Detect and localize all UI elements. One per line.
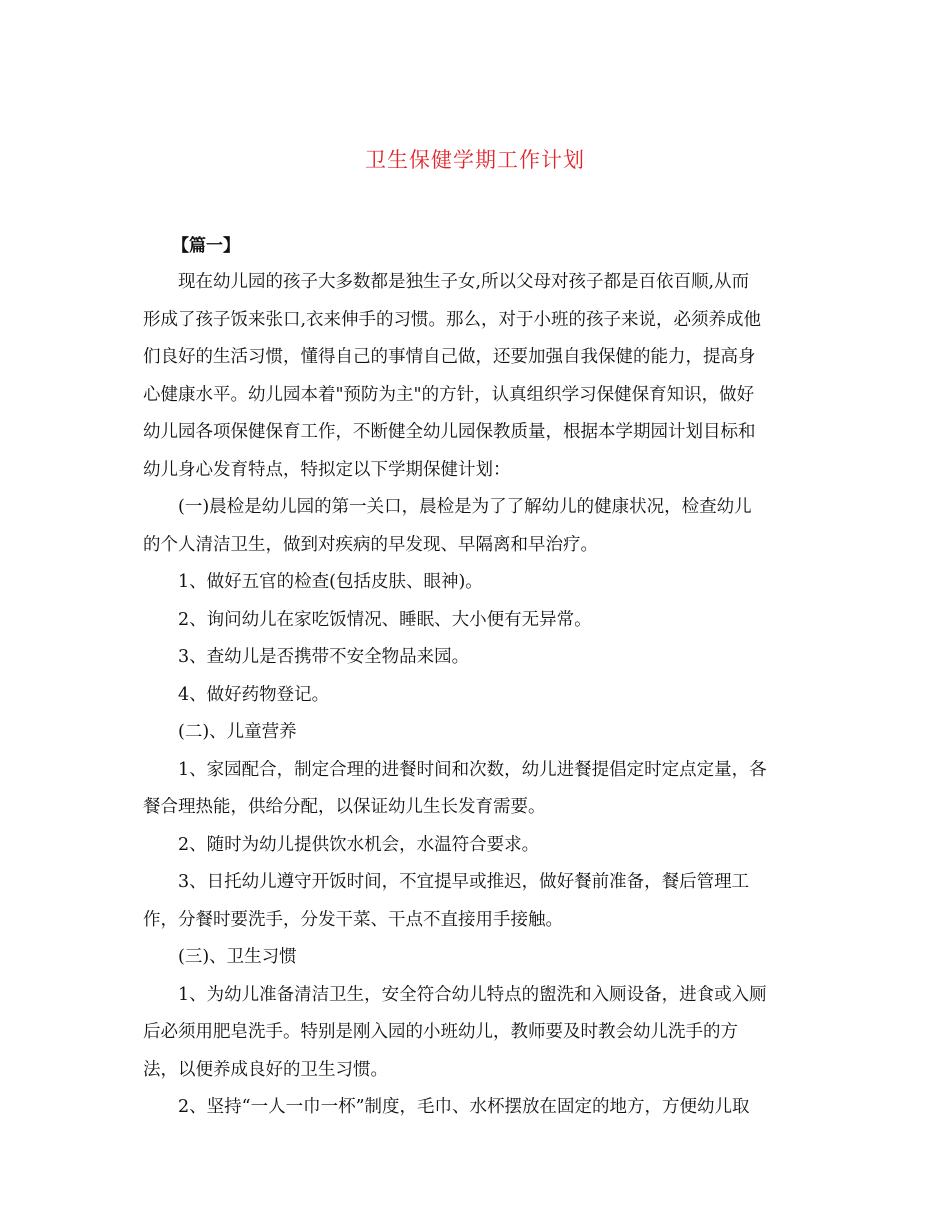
paragraph-line: 后必须用肥皂洗手。特别是刚入园的小班幼儿，教师要及时教会幼儿洗手的方 bbox=[143, 1022, 738, 1042]
paragraph bbox=[143, 677, 808, 715]
paragraph-line: 的个人清洁卫生，做到对疾病的早发现、早隔离和早治疗。 bbox=[143, 534, 598, 555]
paragraph-line: 1、做好五官的检查(包括皮肤、眼神)。 bbox=[178, 572, 483, 592]
paragraph bbox=[143, 939, 808, 977]
paragraph bbox=[143, 714, 808, 752]
paragraph bbox=[143, 602, 808, 640]
paragraph-line: 2、询问幼儿在家吃饭情况、睡眠、大小便有无异常。 bbox=[178, 609, 592, 630]
paragraph-line: 1、家园配合，制定合理的进餐时间和次数，幼儿进餐提倡定时定点定量，各 bbox=[178, 759, 767, 780]
paragraph-line: 法，以便养成良好的卫生习惯。 bbox=[143, 1059, 388, 1080]
document-title: 卫生保健学期工作计划 bbox=[365, 148, 585, 172]
paragraph bbox=[143, 977, 808, 1090]
section-label: 【篇一】 bbox=[172, 236, 240, 256]
paragraph-line: 2、坚持“一人一巾一杯”制度，毛巾、水杯摆放在固定的地方，方便幼儿取 bbox=[178, 1097, 750, 1117]
paragraph bbox=[143, 564, 808, 602]
paragraph-line: 们良好的生活习惯，懂得自己的事情自己做，还要加强自我保健的能力，提高身 bbox=[143, 347, 756, 367]
paragraph-line: 形成了孩子饭来张口,衣来伸手的习惯。那么，对于小班的孩子来说，必须养成他 bbox=[143, 309, 762, 330]
paragraph-line: 3、查幼儿是否携带不安全物品来园。 bbox=[178, 647, 470, 667]
paragraph-line: 作，分餐时要洗手，分发干菜、干点不直接用手接触。 bbox=[143, 909, 563, 930]
paragraph-line: (一)晨检是幼儿园的第一关口，晨检是为了了解幼儿的健康状况，检查幼儿 bbox=[178, 497, 752, 517]
paragraph bbox=[143, 827, 808, 865]
paragraph-line: 3、日托幼儿遵守开饭时间，不宜提早或推迟，做好餐前准备，餐后管理工 bbox=[178, 872, 750, 892]
paragraph bbox=[143, 752, 808, 827]
document-body bbox=[143, 264, 808, 1127]
paragraph bbox=[143, 639, 808, 677]
paragraph-line: 幼儿园各项保健保育工作，不断健全幼儿园保教质量，根据本学期园计划目标和 bbox=[143, 422, 756, 442]
paragraph-line: 1、为幼儿准备清洁卫生，安全符合幼儿特点的盥洗和入厕设备，进食或入厕 bbox=[178, 984, 767, 1005]
paragraph-line: 2、随时为幼儿提供饮水机会，水温符合要求。 bbox=[178, 834, 540, 855]
paragraph-line: 现在幼儿园的孩子大多数都是独生子女,所以父母对孩子都是百依百顺,从而 bbox=[178, 272, 750, 292]
paragraph bbox=[143, 864, 808, 939]
paragraph bbox=[143, 264, 808, 489]
paragraph-line: 心健康水平。幼儿园本着"预防为主"的方针，认真组织学习保健保育知识，做好 bbox=[143, 384, 755, 405]
paragraph-line: 4、做好药物登记。 bbox=[178, 684, 330, 705]
paragraph-line: 餐合理热能，供给分配，以保证幼儿生长发育需要。 bbox=[143, 797, 546, 817]
paragraph-line: (三)、卫生习惯 bbox=[178, 947, 297, 967]
paragraph bbox=[143, 1089, 808, 1127]
paragraph-line: (二)、儿童营养 bbox=[178, 722, 297, 742]
paragraph-line: 幼儿身心发育特点，特拟定以下学期保健计划： bbox=[143, 459, 511, 480]
paragraph bbox=[143, 489, 808, 564]
